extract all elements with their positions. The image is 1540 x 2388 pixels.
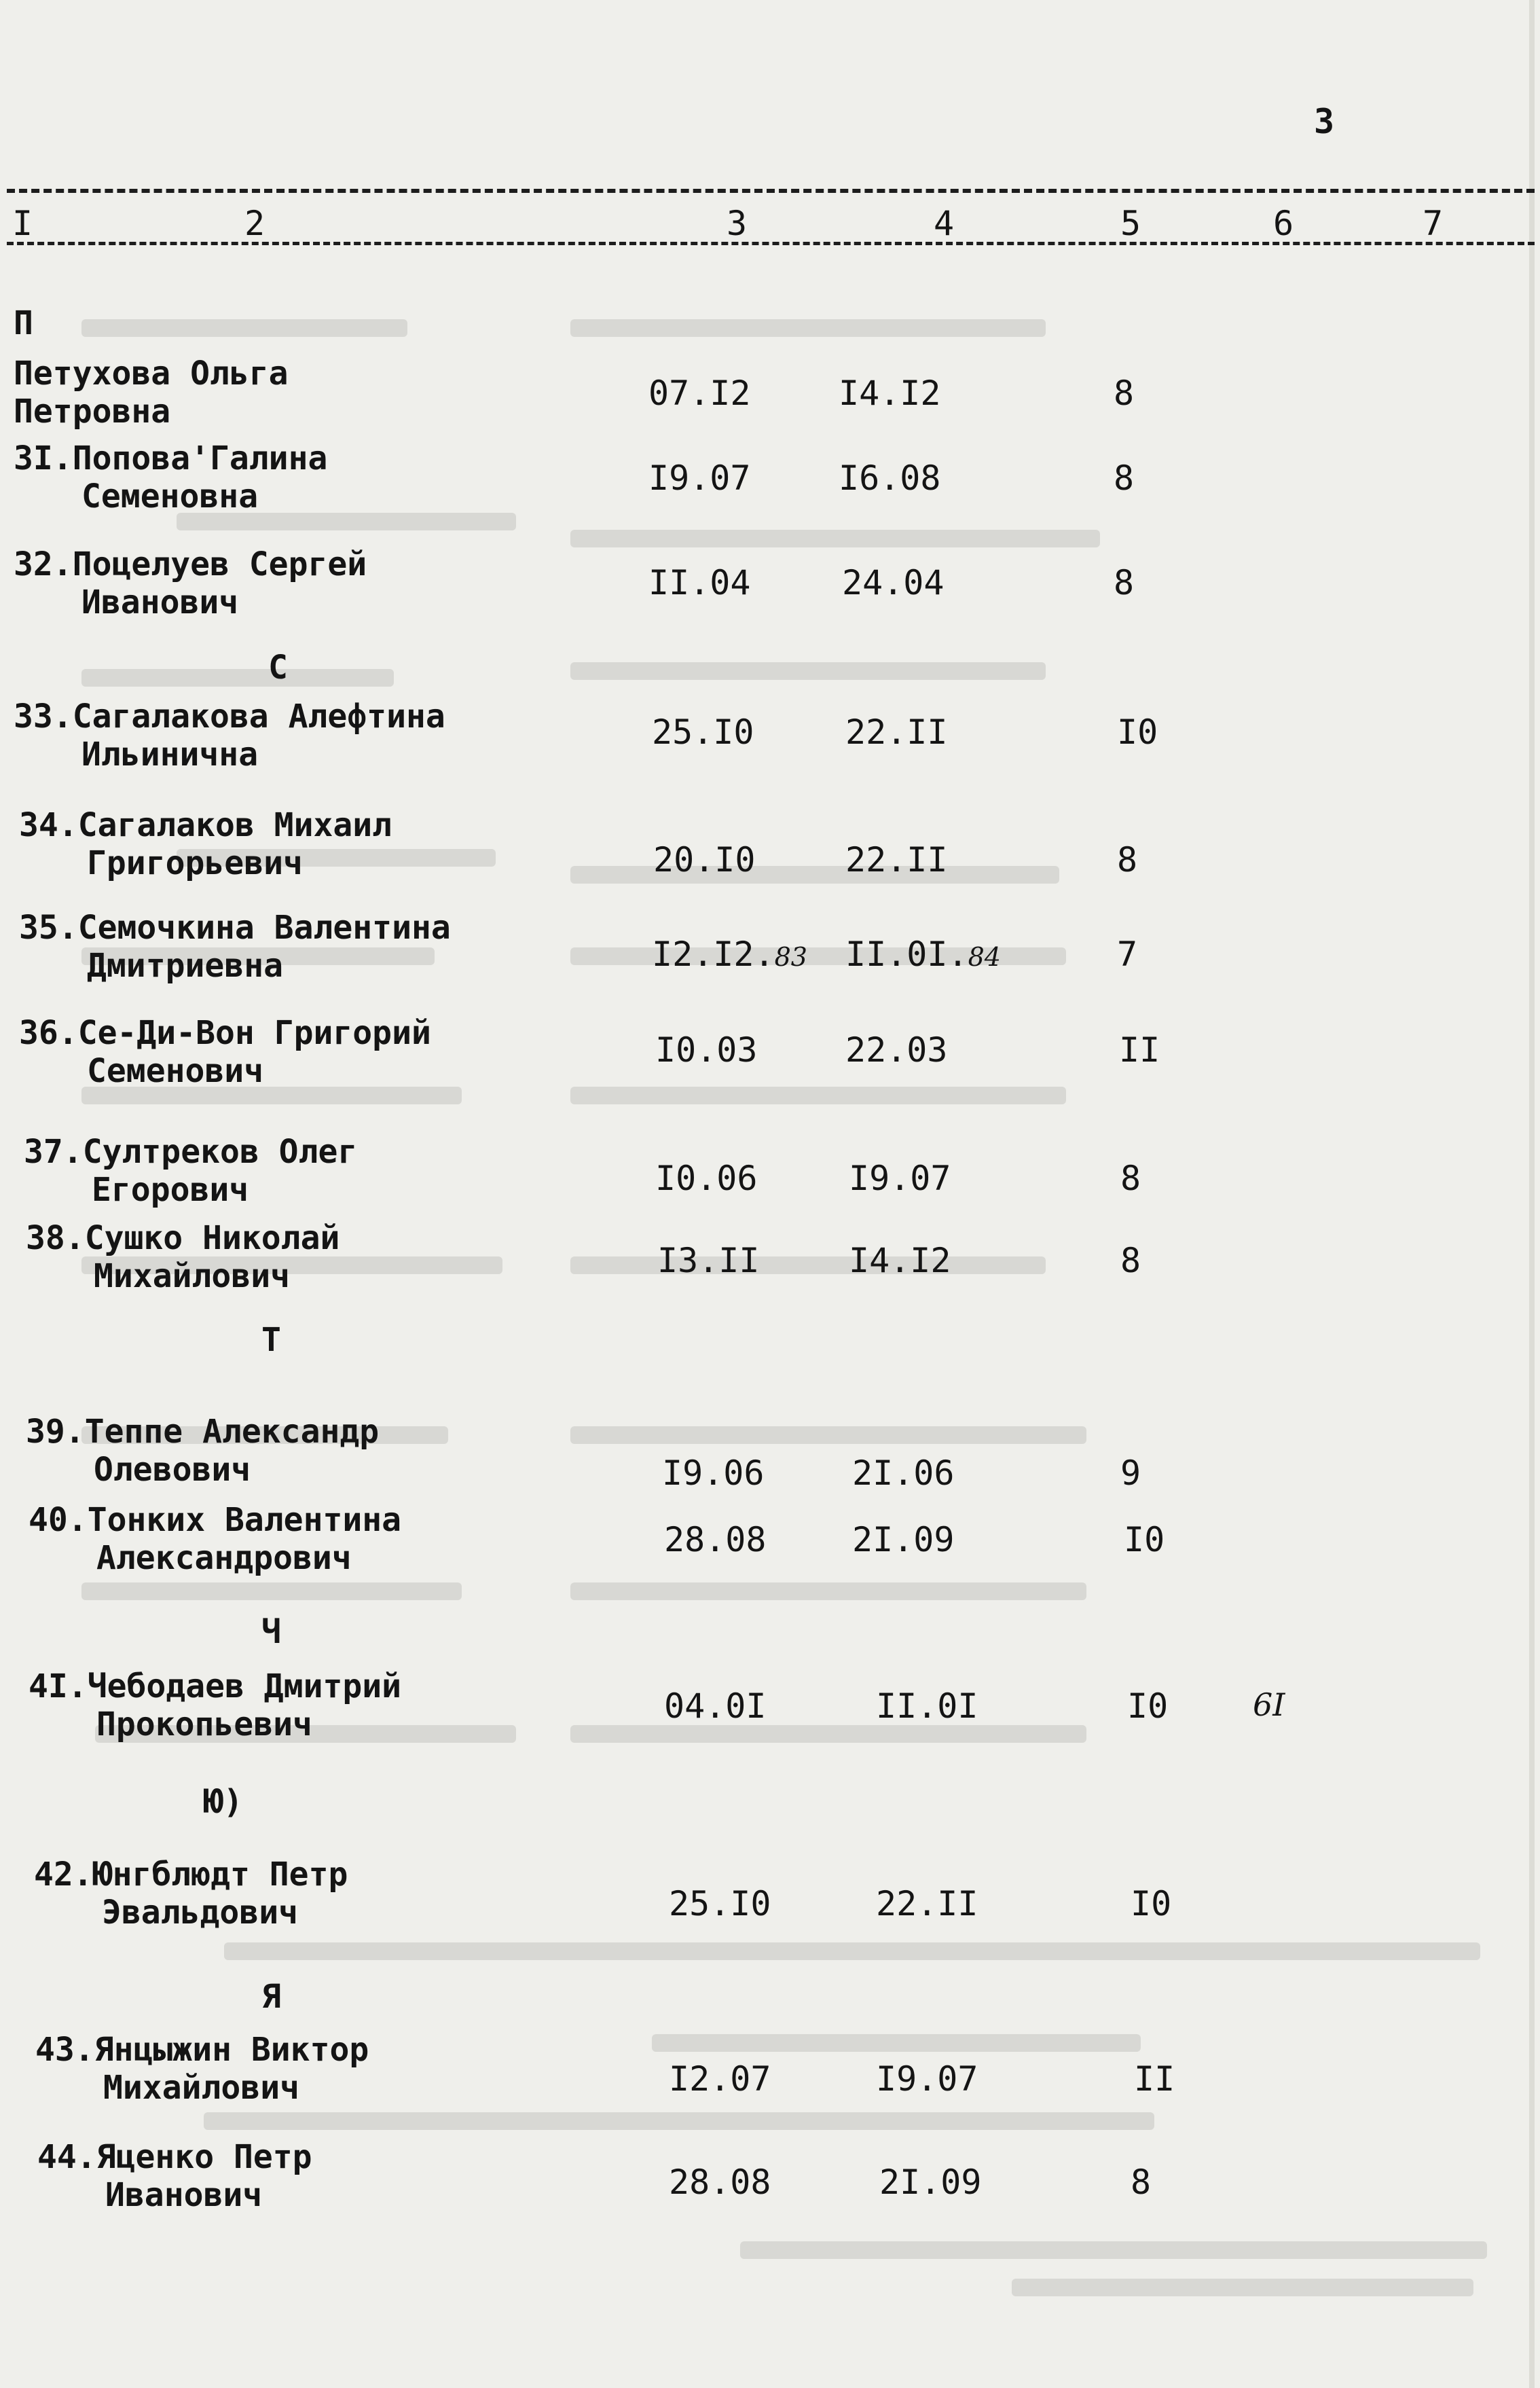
name-line-1: 40.Тонких Валентина: [29, 1501, 402, 1539]
start-date: I3.II: [657, 1241, 760, 1280]
name-line-1: 37.Султреков Олег: [24, 1133, 358, 1171]
end-date: 22.II: [845, 712, 948, 752]
name-line-2: Иванович: [81, 583, 239, 621]
start-date: I2.07: [669, 2059, 771, 2099]
name-line-2: Михайлович: [94, 1257, 290, 1295]
column-number-6: 6: [1273, 204, 1294, 243]
start-date: 28.08: [664, 1520, 767, 1559]
count-value: 8: [1120, 1159, 1141, 1198]
person-name: [29, 1667, 401, 1743]
person-name: [34, 1856, 348, 1932]
name-line-1: 36.Се-Ди-Вон Григорий: [19, 1014, 431, 1052]
name-line-2: Михайлович: [103, 2069, 299, 2107]
end-date: 2I.09: [852, 1520, 955, 1559]
column-number-3: 3: [727, 204, 748, 243]
name-line-1: 33.Сагалакова Алефтина: [14, 698, 445, 736]
person-name: [19, 1014, 431, 1090]
name-line-2: Семеновна: [81, 477, 259, 515]
person-name: [35, 2031, 369, 2107]
count-value: 8: [1114, 458, 1135, 498]
handwritten-year: 83: [774, 942, 807, 972]
count-value: II: [1119, 1030, 1160, 1070]
section-letter: Ч: [261, 1613, 281, 1651]
count-value: II: [1134, 2059, 1175, 2099]
person-name: [19, 806, 392, 882]
start-date: 28.08: [669, 2163, 771, 2202]
end-date: 22.II: [876, 1884, 978, 1923]
name-line-1: 35.Семочкина Валентина: [19, 909, 451, 947]
name-line-2: Ильинична: [81, 736, 259, 774]
person-name: [24, 1133, 357, 1209]
page-edge: [1529, 0, 1535, 2388]
column-number-1: I: [12, 204, 33, 243]
name-line-1: Петухова Ольга: [14, 355, 289, 393]
section-letter: С: [268, 649, 288, 687]
column-number-4: 4: [934, 204, 955, 243]
person-name: [14, 439, 327, 515]
count-value: 8: [1114, 563, 1135, 602]
end-date: I9.07: [849, 1159, 951, 1198]
section-letter: П: [14, 304, 33, 342]
count-value: 7: [1117, 935, 1138, 974]
end-date: I6.08: [839, 458, 941, 498]
handwritten-year: 84: [968, 942, 1001, 972]
name-line-2: Олевович: [94, 1451, 251, 1489]
start-date: I0.06: [655, 1159, 758, 1198]
column-number-5: 5: [1120, 204, 1141, 243]
name-line-2: Александрович: [96, 1539, 352, 1577]
start-date: I0.03: [655, 1030, 758, 1070]
person-name: [14, 355, 289, 431]
name-line-1: 42.Юнгблюдт Петр: [34, 1856, 348, 1894]
name-line-1: 32.Поцелуев Сергей: [14, 545, 367, 583]
end-date: 2I.09: [879, 2163, 982, 2202]
person-name: [19, 909, 451, 985]
name-line-1: 39.Теппе Александр: [26, 1413, 380, 1451]
count-value: 8: [1117, 840, 1138, 880]
end-date: 22.II: [845, 840, 948, 880]
start-date: 20.I0: [653, 840, 756, 880]
header-rule-top: [7, 189, 1535, 193]
count-value: I0: [1124, 1520, 1165, 1559]
name-line-2: Егорович: [92, 1171, 249, 1209]
start-date: 07.I2: [648, 374, 751, 413]
name-line-2: Иванович: [105, 2176, 263, 2214]
count-value: 8: [1120, 1241, 1141, 1280]
person-name: [29, 1501, 401, 1577]
name-line-1: 43.Янцыжин Виктор: [35, 2031, 369, 2069]
count-value: 8: [1114, 374, 1135, 413]
start-date: 25.I0: [652, 712, 754, 752]
start-date: II.04: [648, 563, 751, 602]
start-date: 25.I0: [669, 1884, 771, 1923]
name-line-2: Эвальдович: [102, 1894, 298, 1932]
person-name: [14, 545, 367, 621]
end-date: 24.04: [842, 563, 945, 602]
name-line-1: 4I.Чебодаев Дмитрий: [29, 1667, 402, 1705]
count-value: 8: [1131, 2163, 1152, 2202]
name-line-2: Прокопьевич: [96, 1705, 312, 1743]
name-line-2: Григорьевич: [87, 844, 303, 882]
section-letter: Ю): [204, 1783, 243, 1821]
page-number: 3: [1314, 102, 1335, 141]
section-letter: Я: [261, 1978, 281, 2016]
start-date: I2.I2.83: [652, 935, 807, 974]
person-name: [14, 698, 445, 774]
handwritten-note: 6I: [1253, 1686, 1285, 1723]
end-date: 2I.06: [852, 1453, 955, 1493]
name-line-2: Семенович: [87, 1052, 264, 1090]
count-value: 9: [1120, 1453, 1141, 1493]
name-line-2: Дмитриевна: [87, 947, 283, 985]
person-name: [26, 1219, 340, 1295]
person-name: [26, 1413, 379, 1489]
end-date: I4.I2: [839, 374, 941, 413]
end-date: 22.03: [845, 1030, 948, 1070]
name-line-1: 44.Яценко Петр: [37, 2138, 312, 2176]
end-date: I9.07: [876, 2059, 978, 2099]
end-date: I4.I2: [849, 1241, 951, 1280]
start-date: I9.07: [648, 458, 751, 498]
end-date: II.0I: [876, 1686, 978, 1726]
name-line-1: 3I.Попова'Галина: [14, 439, 328, 477]
name-line-2: Петровна: [14, 393, 171, 431]
count-value: I0: [1117, 712, 1158, 752]
column-number-7: 7: [1423, 204, 1444, 243]
person-name: [37, 2138, 312, 2214]
count-value: I0: [1131, 1884, 1172, 1923]
start-date: 04.0I: [664, 1686, 767, 1726]
count-value: I0: [1127, 1686, 1169, 1726]
name-line-1: 38.Сушко Николай: [26, 1219, 340, 1257]
end-date: II.0I.84: [845, 935, 1001, 974]
section-letter: Т: [261, 1321, 281, 1359]
header-rule-bottom: [7, 242, 1535, 245]
name-line-1: 34.Сагалаков Михаил: [19, 806, 392, 844]
start-date: I9.06: [662, 1453, 765, 1493]
column-number-2: 2: [244, 204, 265, 243]
